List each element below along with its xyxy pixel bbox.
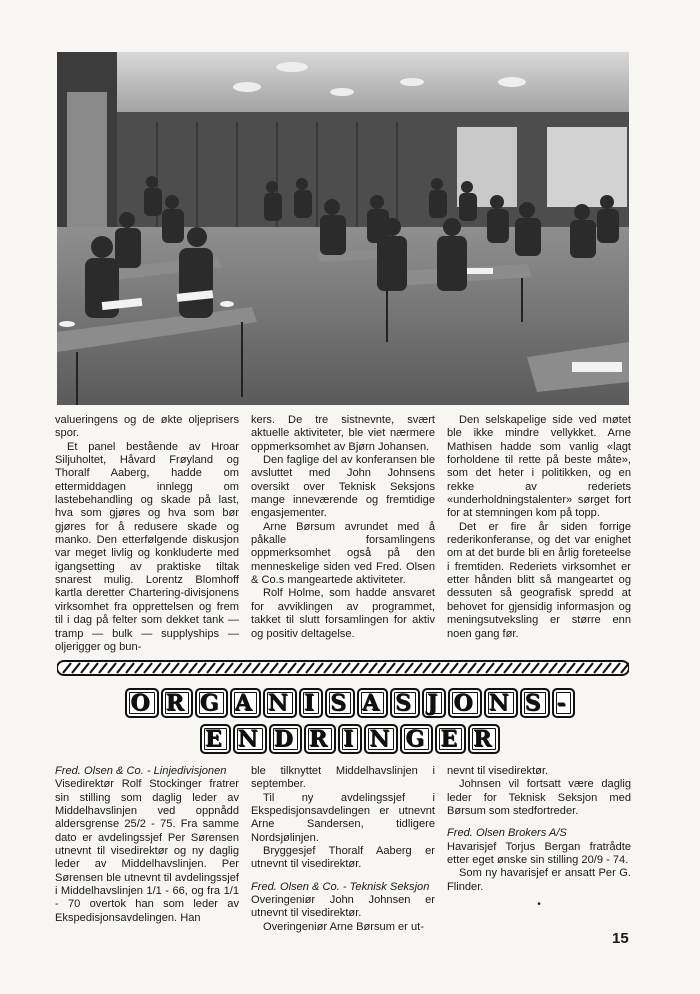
changes-paragraph: Som ny havarisjef er ansatt Per G. Flinder. bbox=[447, 867, 631, 893]
changes-paragraph: Johnsen vil fortsatt være daglig leder for Teknisk Seksjon med Børsum som stedfortreder. bbox=[447, 778, 631, 818]
heading-line-2 bbox=[0, 724, 700, 754]
article-paragraph: Den faglige del av konferansen ble avsluttet med John Johnsens oversikt over Teknisk Seksjons mange inneværende og fremtidige engasjementer. bbox=[251, 454, 435, 520]
rope-border-icon bbox=[57, 660, 629, 676]
article-paragraph: valueringens og de økte oljeprisers spor. bbox=[55, 414, 239, 440]
heading-letter: E bbox=[200, 724, 231, 754]
article-paragraph: kers. De tre sistnevnte, svært aktuelle aktiviteter, ble viet nærmere oppmerksomhet av Bjørn Johansen. bbox=[251, 414, 435, 453]
heading-letter: I bbox=[299, 688, 323, 718]
changes-paragraph: Bryggesjef Thoralf Aaberg er utnevnt til visedirektør. bbox=[251, 845, 435, 871]
heading-letter: E bbox=[435, 724, 466, 754]
changes-paragraph: ble tilknyttet Middelhavslinjen i september. bbox=[251, 765, 435, 791]
changes-paragraph: Til ny avdelingssjef i Ekspedisjonsavdelingen er utnevnt Arne Sandersen, tidligere Nordsjølinjen. bbox=[251, 791, 435, 844]
heading-letter: - bbox=[552, 688, 575, 718]
section-subheading: Fred. Olsen & Co. - Linjedivisjonen bbox=[55, 765, 227, 777]
heading-letter: O bbox=[448, 688, 481, 718]
heading-letter: G bbox=[400, 724, 433, 754]
article-column-2 bbox=[251, 414, 435, 654]
conference-hall-photo-icon bbox=[57, 52, 629, 405]
changes-paragraph: Visedirektør Rolf Stockinger fratrer sin stilling som daglig leder av Middelhavslinjen ved oppnådd aldersgrense 25/2 - 75. Fra samme dato er avdelingssjef Per Sørensen utnevnt til visedirektør og ny daglig leder av Middelhavslinjen. Per Sørensen ble utnevnt til avdelingssjef i Middelhavslinjen 1/1 - 66, og fra 1/1 - 70 overtok han som leder av Ekspedisjonsavdelingen. Han bbox=[55, 778, 239, 924]
conference-hall-photo bbox=[57, 52, 629, 405]
heading-letter: A bbox=[357, 688, 388, 718]
heading-letter: O bbox=[125, 688, 158, 718]
heading-letter: N bbox=[233, 724, 267, 754]
heading-letter: S bbox=[520, 688, 550, 718]
heading-letter: N bbox=[484, 688, 518, 718]
heading-letter: S bbox=[325, 688, 355, 718]
heading-letter: R bbox=[468, 724, 500, 754]
end-bullet: • bbox=[537, 899, 541, 911]
heading-line-1 bbox=[0, 688, 700, 718]
heading-letter: I bbox=[338, 724, 362, 754]
changes-paragraph: nevnt til visedirektør. bbox=[447, 765, 549, 777]
article-paragraph: Den selskapelige side ved møtet ble ikke mindre vellykket. Arne Mathisen hadde som vanlig «lagt forholdene til rette på beste måte», som det heter i politikken, og en rekke av rederiets «underholdningstalenter» sørget fort for at stemningen kom på topp. bbox=[447, 414, 631, 520]
heading-letter: G bbox=[195, 688, 228, 718]
article-column-1 bbox=[55, 414, 239, 654]
changes-column-2 bbox=[251, 765, 435, 934]
heading-letter: J bbox=[422, 688, 446, 718]
article-paragraph: Arne Børsum avrundet med å påkalle forsamlingens oppmerksomhet også på den menneskelige siden ved Fred. Olsen & Co.s mangeartede aktiviteter. bbox=[251, 520, 435, 587]
heading-letter: N bbox=[263, 688, 297, 718]
changes-paragraph: Overingeniør John Johnsen er utnevnt til visedirektør. bbox=[251, 894, 435, 920]
article-columns bbox=[55, 414, 631, 654]
heading-letter: D bbox=[269, 724, 302, 754]
heading-letter: N bbox=[364, 724, 398, 754]
article-paragraph: Det er fire år siden forrige rederikonferanse, og det var enighet om at det burde bli en årlig foreteelse i fremtiden. Rederiets virksomhet er etter hånden blitt så mangeartet og dessuten så geografisk spredd at behovet for gjensidig informasjon og meningsutveksling er større enn noen gang før. bbox=[447, 520, 631, 640]
changes-columns bbox=[55, 765, 631, 934]
article-paragraph: Rolf Holme, som hadde ansvaret for avviklingen av programmet, takket til slutt forsamlingen for aktiv og positiv deltagelse. bbox=[251, 587, 435, 640]
changes-paragraph: Havarisjef Torjus Bergan fratrådte etter eget ønske sin stilling 20/9 - 74. bbox=[447, 840, 631, 867]
heading-letter: R bbox=[161, 688, 193, 718]
section-subheading: Fred. Olsen & Co. - Teknisk Seksjon bbox=[251, 880, 430, 893]
article-paragraph: Et panel bestående av Hroar Siljuholtet, Håvard Frøyland og Thoralf Aaberg, hadde om ettermiddagen innlegg om lastebehandling og skade på last, hva som gjøres og hva som bør gjøres for å redusere skade og manko. Den etterfølgende diskusjon var meget livlig og konkluderte med igangsetting av praktiske tiltak snarest mulig. Lorentz Blomhoff kartla deretter Chartering-divisjonens virksomhet fra opprettelsen og frem til i dag på felter som dekket tank — tramp — bulk — supplyships — oljerigger og bun- bbox=[55, 440, 239, 653]
heading-letter: R bbox=[304, 724, 336, 754]
rope-border-ornament bbox=[57, 660, 629, 676]
page-number: 15 bbox=[612, 930, 629, 947]
heading-letter: S bbox=[390, 688, 420, 718]
changes-paragraph: Overingeniør Arne Børsum er ut- bbox=[263, 920, 424, 933]
changes-column-1 bbox=[55, 765, 239, 934]
article-column-3 bbox=[447, 414, 631, 654]
changes-column-3 bbox=[447, 765, 631, 934]
heading-letter: A bbox=[230, 688, 261, 718]
section-subheading: Fred. Olsen Brokers A/S bbox=[447, 827, 567, 840]
